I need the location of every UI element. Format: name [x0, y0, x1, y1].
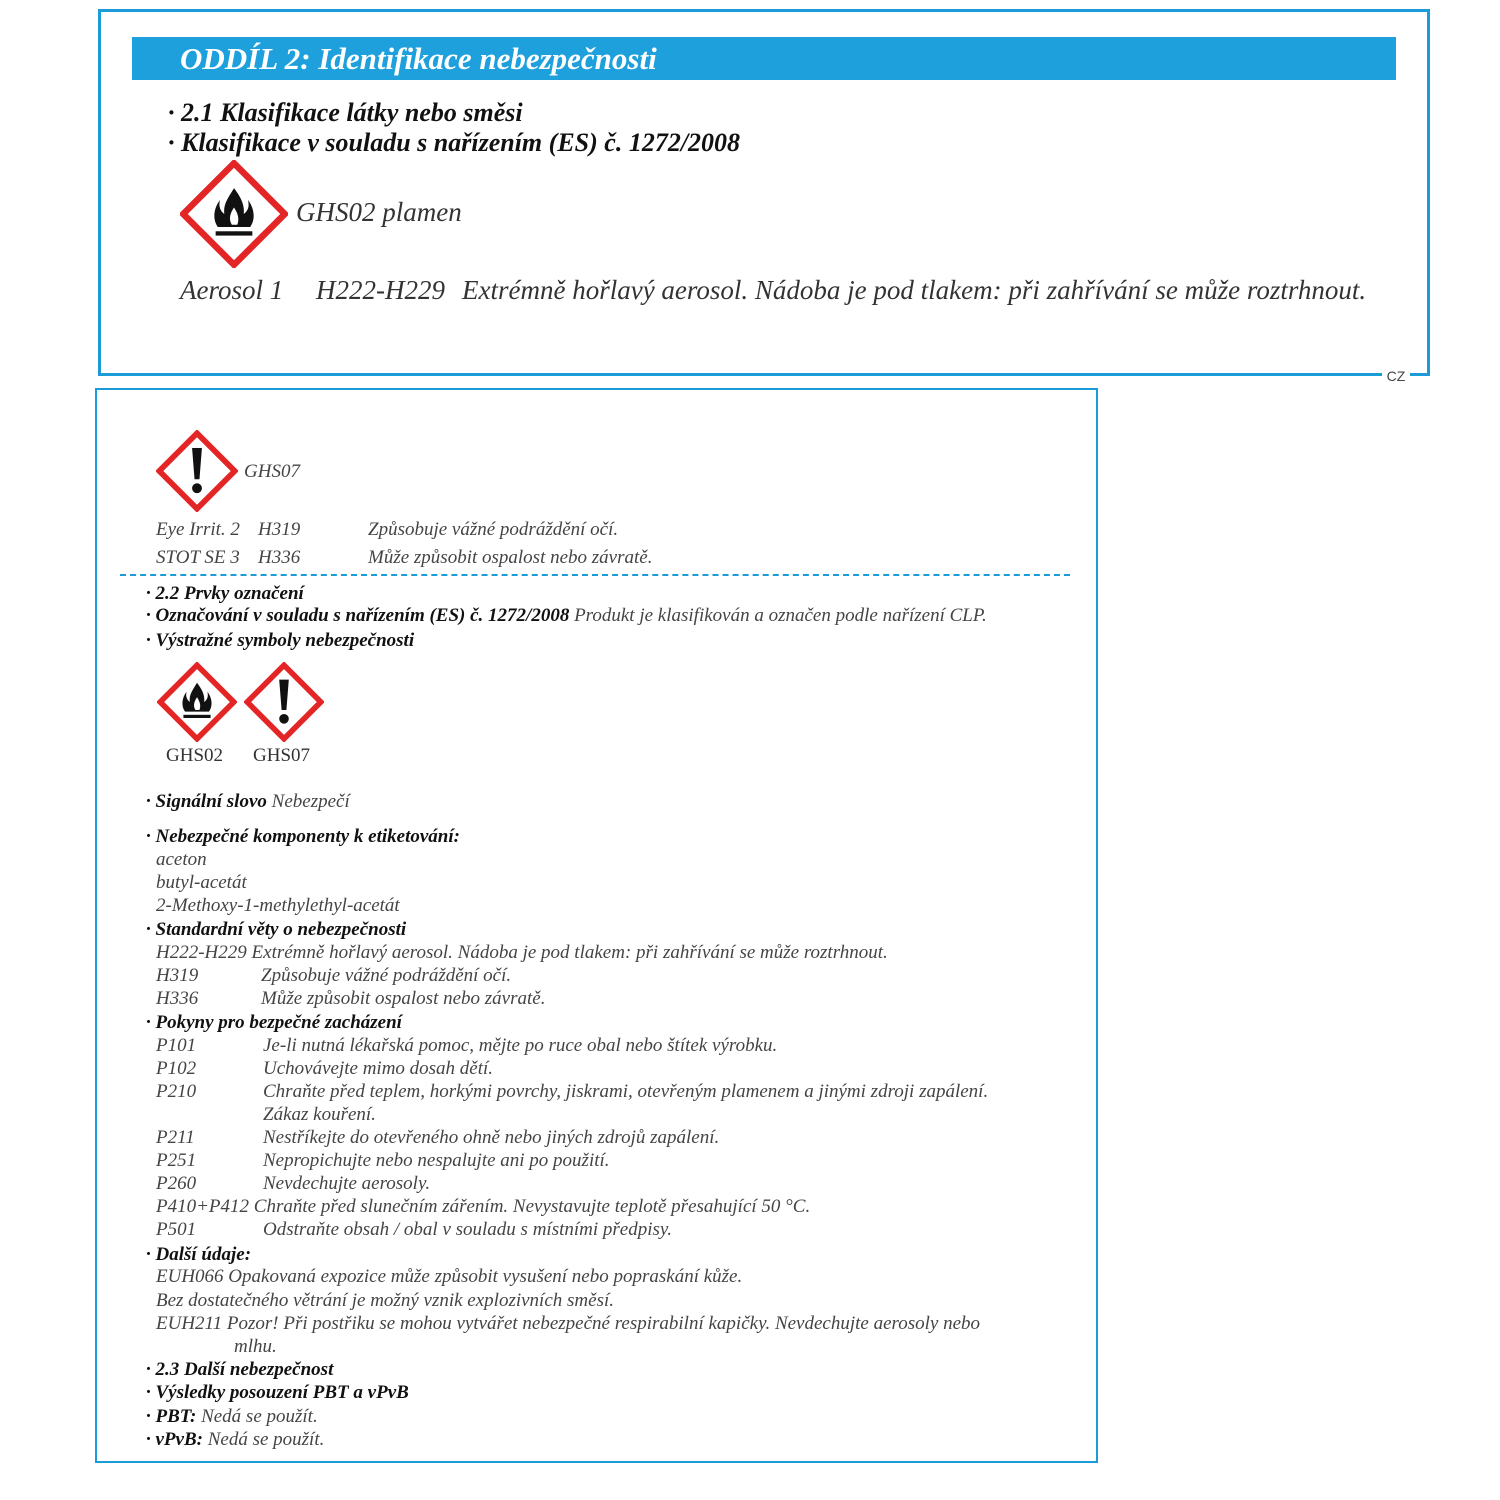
flame-icon	[180, 160, 288, 268]
p-code: P102	[156, 1058, 197, 1079]
heading-classification-regulation: · Klasifikace v souladu s nařízením (ES) č. 1272/2008	[168, 128, 741, 157]
regulation-line	[146, 604, 987, 627]
heading-2-2: · 2.2 Prvky označení	[146, 583, 304, 604]
pbt-heading: · PBT:	[146, 1406, 197, 1427]
p-text: Je-li nutná lékařská pomoc, mějte po ruce obal nebo štítek výrobku.	[263, 1035, 778, 1056]
pbt-value: Nedá se použít.	[201, 1406, 318, 1427]
symbol-caption: GHS07	[253, 745, 311, 766]
heading-hazard-symbols: · Výstražné symboly nebezpečnosti	[146, 630, 415, 651]
flame-icon	[157, 662, 237, 742]
ghs02-label: GHS02 plamen	[296, 197, 462, 227]
regulation-heading: · Označování v souladu s nařízením (ES) č. 1272/2008	[146, 605, 570, 626]
p-text: Uchovávejte mimo dosah dětí.	[263, 1058, 494, 1079]
vpvb-line	[146, 1428, 324, 1451]
other-info-line: EUH211 Pozor! Při postřiku se mohou vytvářet nebezpečné respirabilní kapičky. Nevdechujte aerosoly nebo	[156, 1313, 981, 1334]
component-item: 2-Methoxy-1-methylethyl-acetát	[156, 895, 400, 916]
p-code: P211	[156, 1127, 195, 1148]
p-code: P251	[156, 1150, 197, 1171]
p-code: P410+P412	[156, 1196, 250, 1217]
other-info-line: Bez dostatečného větrání je možný vznik explozivních směsí.	[156, 1290, 614, 1311]
heading-h-statements: · Standardní věty o nebezpečnosti	[146, 919, 407, 940]
other-info-line: EUH066 Opakovaná expozice může způsobit vysušení nebo popraskání kůže.	[156, 1266, 743, 1287]
regulation-text: Produkt je klasifikován a označen podle nařízení CLP.	[574, 605, 987, 626]
p-text: Nestříkejte do otevřeného ohně nebo jiných zdrojů zapálení.	[263, 1127, 720, 1148]
aerosol-codes: H222-H229	[316, 275, 445, 305]
h-code: H319	[156, 965, 199, 986]
heading-2-3: · 2.3 Další nebezpečnost	[146, 1359, 334, 1380]
heading-p-statements: · Pokyny pro bezpečné zacházení	[146, 1012, 402, 1033]
section-title: ODDÍL 2: Identifikace nebezpečnosti	[180, 41, 657, 76]
h-code: H336	[156, 988, 199, 1009]
p-statement	[156, 1195, 810, 1218]
aerosol-text: Extrémně hořlavý aerosol. Nádoba je pod tlakem: při zahřívání se může roztrhnout.	[462, 275, 1367, 305]
pbt-line	[146, 1405, 318, 1428]
p-text: Chraňte před slunečním zářením. Nevystavujte teplotě přesahující 50 °C.	[253, 1196, 811, 1217]
heading-other-info: · Další údaje:	[146, 1244, 252, 1265]
signal-word: Nebezpečí	[271, 791, 350, 812]
p-code: P260	[156, 1173, 197, 1194]
heading-pbt-results: · Výsledky posouzení PBT a vPvB	[146, 1382, 409, 1403]
h-text: Extrémně hořlavý aerosol. Nádoba je pod tlakem: při zahřívání se může roztrhnout.	[251, 942, 888, 963]
p-code: P101	[156, 1035, 197, 1056]
hazard-code: H336	[258, 547, 301, 568]
p-text: Zákaz kouření.	[263, 1104, 376, 1125]
p-code: P501	[156, 1219, 197, 1240]
p-text: Nevdechujte aerosoly.	[263, 1173, 431, 1194]
h-code: H222-H229	[156, 942, 247, 963]
exclamation-icon	[244, 662, 324, 742]
heading-components: · Nebezpečné komponenty k etiketování:	[146, 826, 460, 847]
hazard-text: Může způsobit ospalost nebo závratě.	[368, 547, 653, 568]
h-text: Může způsobit ospalost nebo závratě.	[261, 988, 546, 1009]
ghs07-label: GHS07	[244, 461, 300, 482]
h-statement	[156, 941, 888, 964]
signal-word-heading: · Signální slovo	[146, 791, 267, 812]
hazard-code: H319	[258, 519, 301, 540]
p-text: Nepropichujte nebo nespalujte ani po použití.	[263, 1150, 610, 1171]
heading-2-1: · 2.1 Klasifikace látky nebo směsi	[168, 98, 523, 127]
component-item: aceton	[156, 849, 207, 870]
hazard-class: STOT SE 3	[156, 547, 240, 568]
p-text: Odstraňte obsah / obal v souladu s místními předpisy.	[263, 1219, 673, 1240]
vpvb-heading: · vPvB:	[146, 1429, 203, 1450]
dashed-divider	[120, 574, 1070, 576]
aerosol-class: Aerosol 1	[180, 275, 284, 305]
component-item: butyl-acetát	[156, 872, 247, 893]
symbol-caption: GHS02	[166, 745, 224, 766]
hazard-class: Eye Irrit. 2	[156, 519, 240, 540]
p-code: P210	[156, 1081, 197, 1102]
exclamation-icon	[156, 430, 238, 512]
hazard-text: Způsobuje vážné podráždění očí.	[368, 519, 619, 540]
p-text: Chraňte před teplem, horkými povrchy, jiskrami, otevřeným plamenem a jinými zdroji zapálení.	[263, 1081, 989, 1102]
other-info-line: mlhu.	[234, 1336, 277, 1357]
country-code: CZ	[1382, 368, 1410, 384]
h-text: Způsobuje vážné podráždění očí.	[261, 965, 512, 986]
signal-word-line	[146, 790, 350, 813]
vpvb-value: Nedá se použít.	[207, 1429, 325, 1450]
